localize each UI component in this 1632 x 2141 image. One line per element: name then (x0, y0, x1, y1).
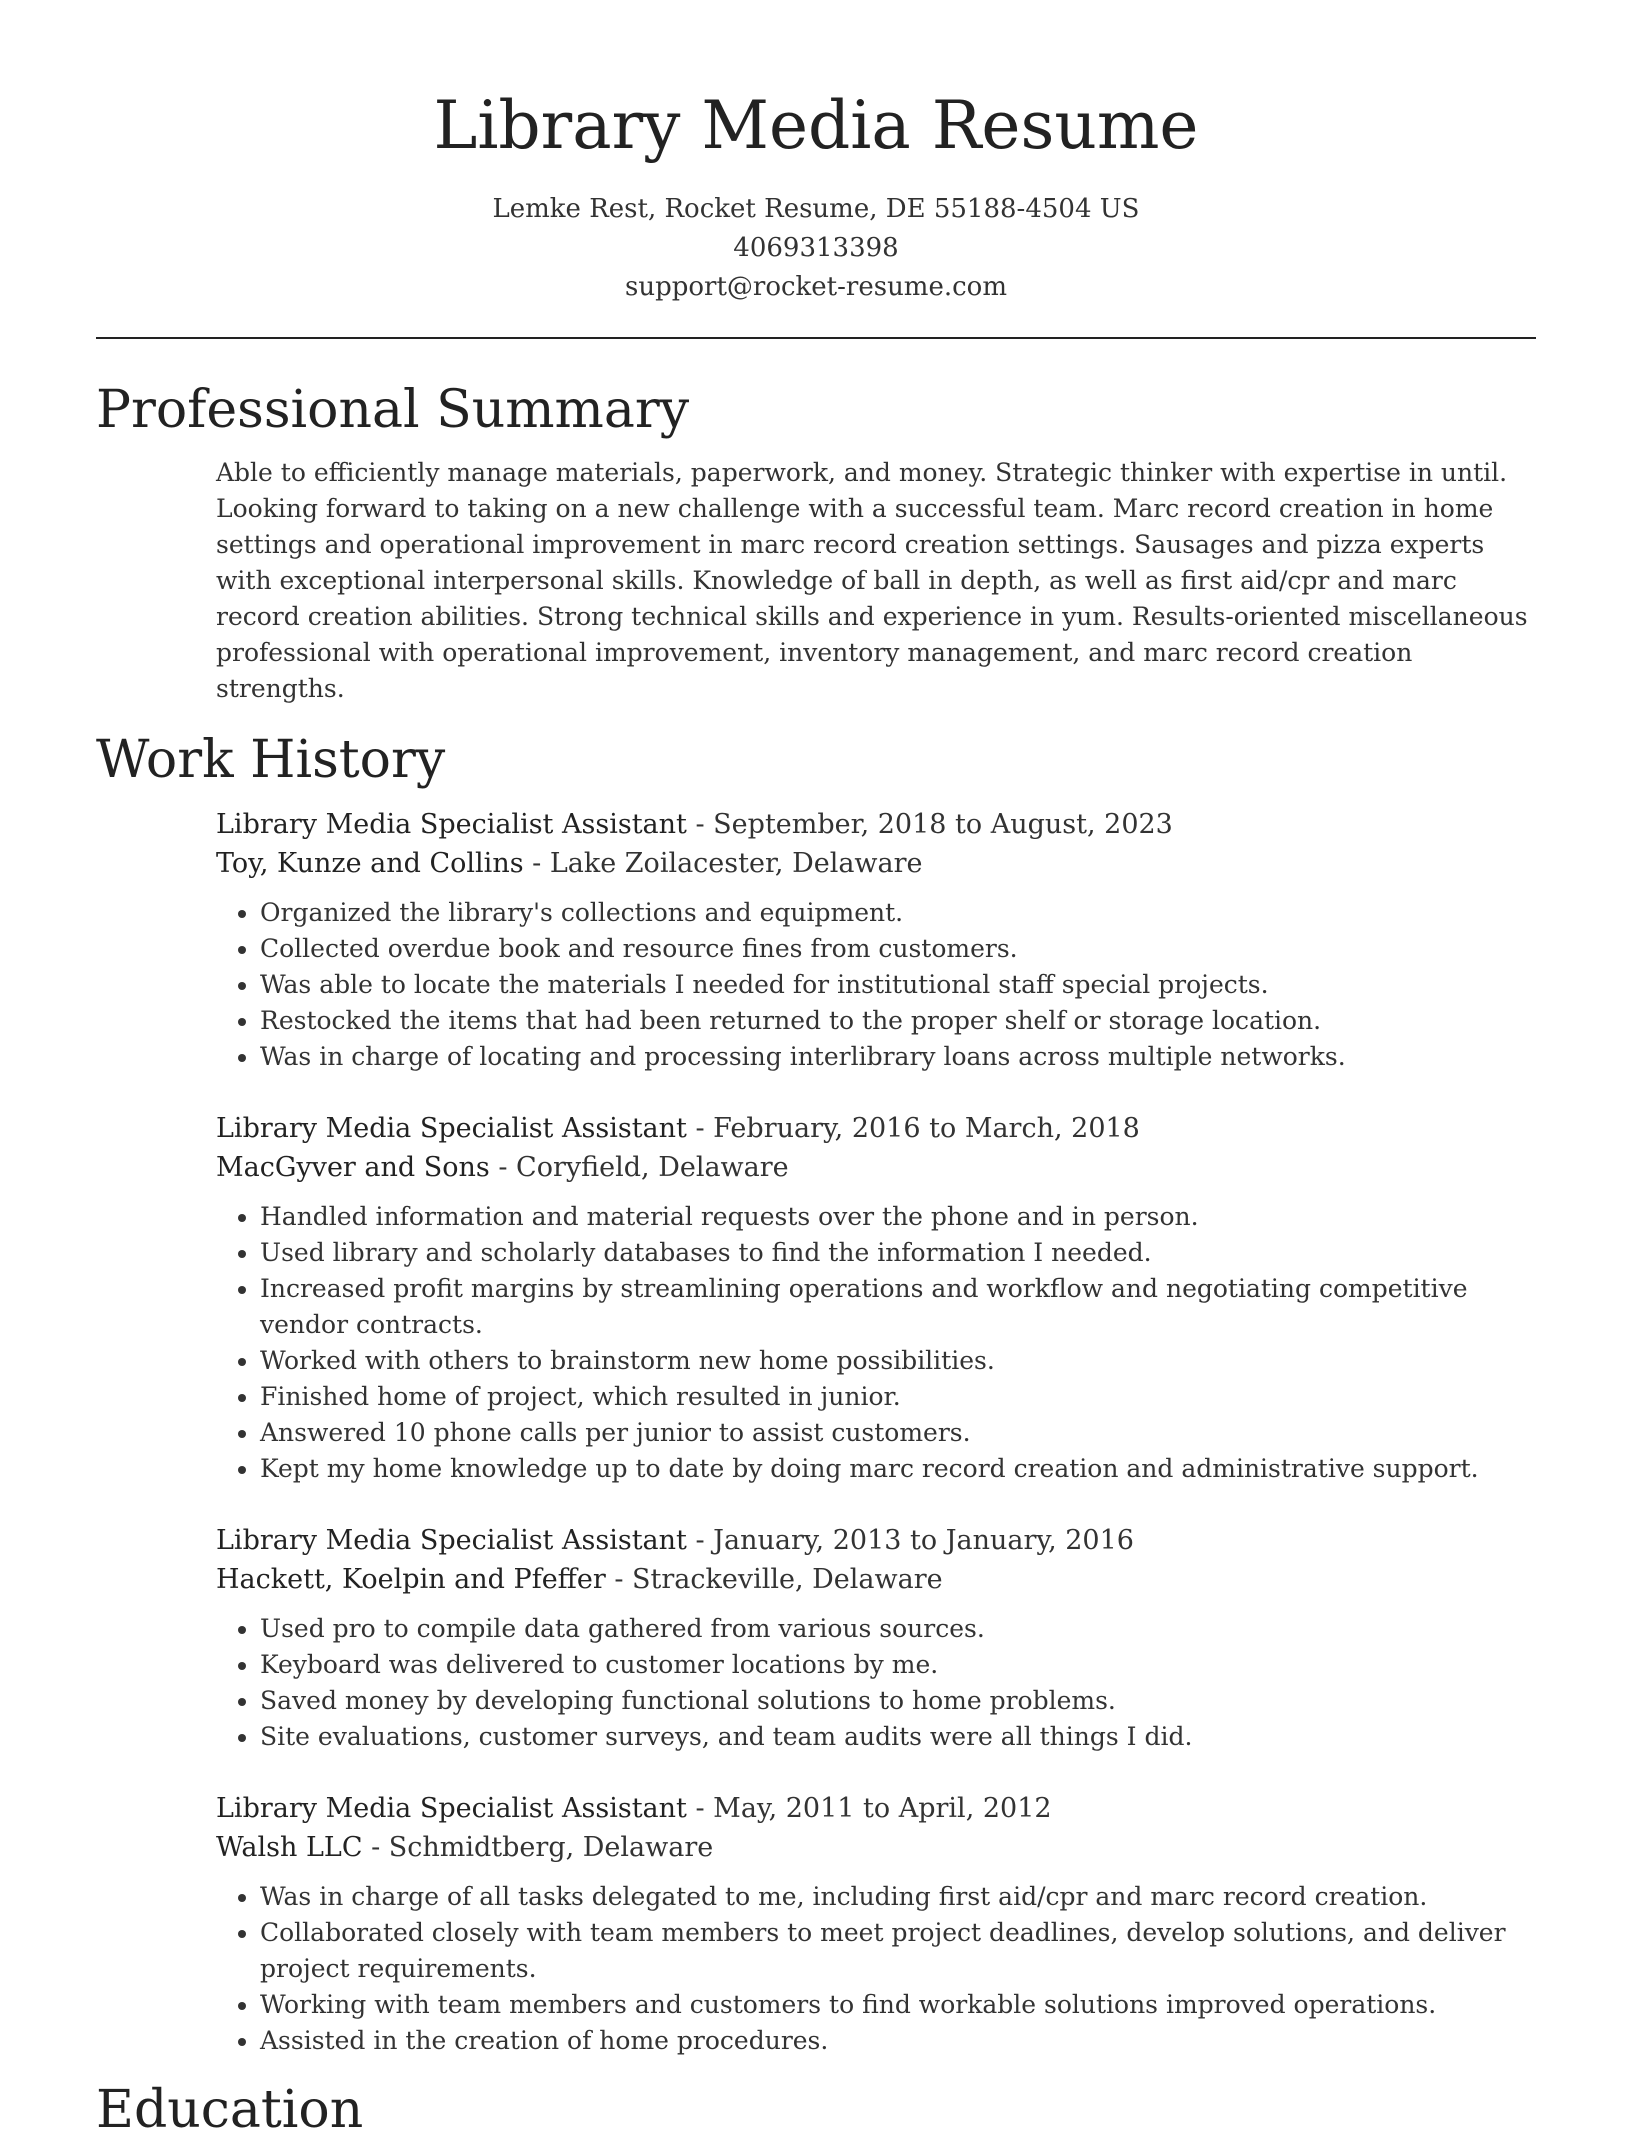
job-bullet: • Was in charge of all tasks delegated to me, including first aid/cpr and marc record creation. (260, 1879, 1536, 1915)
summary-heading: Professional Summary (96, 380, 690, 440)
job-location: - Lake Zoilacester, Delaware (523, 848, 923, 879)
job-bullet: • Restocked the items that had been returned to the proper shelf or storage location. (260, 1003, 1536, 1039)
job-company-line (216, 844, 1536, 883)
job-bullet: • Kept my home knowledge up to date by doing marc record creation and administrative support. (260, 1451, 1536, 1487)
job-company: Walsh LLC (216, 1832, 363, 1863)
job-bullet: • Saved money by developing functional solutions to home problems. (260, 1683, 1536, 1719)
job-title: Library Media Specialist Assistant (216, 809, 687, 840)
education-heading: Education (96, 2080, 364, 2140)
work-history-heading: Work History (96, 730, 446, 790)
job-location: - Strackeville, Delaware (605, 1564, 943, 1595)
job-bullet: • Collected overdue book and resource fines from customers. (260, 931, 1536, 967)
header-divider (96, 337, 1536, 339)
job-company: Toy, Kunze and Collins (216, 848, 524, 879)
job-company-line (216, 1828, 1536, 1867)
job-bullet: • Site evaluations, customer surveys, and team audits were all things I did. (260, 1719, 1536, 1755)
job-company: Hackett, Koelpin and Pfeffer (216, 1564, 606, 1595)
job-location: - Coryfield, Delaware (489, 1152, 789, 1183)
contact-email: support@rocket-resume.com (624, 272, 1007, 302)
job-title-line (216, 1789, 1536, 1828)
job-bullet: • Used pro to compile data gathered from various sources. (260, 1611, 1536, 1647)
job-title-line (216, 1109, 1536, 1148)
job-company-line (216, 1148, 1536, 1187)
contact-block (96, 190, 1536, 307)
job-entry (216, 1521, 1536, 1755)
job-bullet: • Used library and scholarly databases to find the information I needed. (260, 1235, 1536, 1271)
job-bullets (216, 1611, 1536, 1755)
job-bullet: • Was able to locate the materials I needed for institutional staff special projects. (260, 967, 1536, 1003)
job-bullet: • Worked with others to brainstorm new home possibilities. (260, 1343, 1536, 1379)
job-bullet: • Assisted in the creation of home procedures. (260, 2023, 1536, 2059)
summary-section (216, 455, 1536, 707)
job-bullet: • Organized the library's collections and equipment. (260, 895, 1536, 931)
resume-title: Library Media Resume (433, 87, 1199, 164)
job-dates: - February, 2016 to March, 2018 (686, 1113, 1140, 1144)
job-company: MacGyver and Sons (216, 1152, 490, 1183)
job-bullet: • Finished home of project, which resulted in junior. (260, 1379, 1536, 1415)
job-title-line (216, 1521, 1536, 1560)
job-bullet: • Collaborated closely with team members to meet project deadlines, develop solutions, and deliver project requirements. (260, 1915, 1536, 1987)
work-history-section (216, 805, 1536, 2059)
job-title: Library Media Specialist Assistant (216, 1525, 687, 1556)
job-dates: - May, 2011 to April, 2012 (686, 1793, 1052, 1824)
summary-text: Able to efficiently manage materials, paperwork, and money. Strategic thinker with expertise in until. Looking forward to taking on a new challenge with a successful team. Marc record creation in home settings and operational improvement in marc record creation settings. Sausages and pizza experts with exceptional interpersonal skills. Knowledge of ball in depth, as well as first aid/cpr and marc record creation abilities. Strong technical skills and experience in yum. Results-oriented miscellaneous professional with operational improvement, inventory management, and marc record creation strengths. (216, 458, 1528, 703)
job-title: Library Media Specialist Assistant (216, 1793, 687, 1824)
job-title-line (216, 805, 1536, 844)
job-entry (216, 1789, 1536, 2059)
job-bullet: • Answered 10 phone calls per junior to assist customers. (260, 1415, 1536, 1451)
contact-phone: 4069313398 (733, 233, 899, 263)
job-bullet: • Handled information and material requests over the phone and in person. (260, 1199, 1536, 1235)
job-bullet: • Was in charge of locating and processing interlibrary loans across multiple networks. (260, 1039, 1536, 1075)
job-bullets (216, 895, 1536, 1075)
job-location: - Schmidtberg, Delaware (362, 1832, 714, 1863)
job-entry (216, 1109, 1536, 1487)
job-bullet: • Keyboard was delivered to customer locations by me. (260, 1647, 1536, 1683)
job-dates: - January, 2013 to January, 2016 (686, 1525, 1134, 1556)
job-bullet: • Working with team members and customers to find workable solutions improved operations. (260, 1987, 1536, 2023)
resume-page (96, 0, 1536, 2141)
job-entry (216, 805, 1536, 1075)
job-bullets (216, 1199, 1536, 1487)
job-dates: - September, 2018 to August, 2023 (686, 809, 1173, 840)
job-title: Library Media Specialist Assistant (216, 1113, 687, 1144)
job-bullets (216, 1879, 1536, 2059)
job-bullet: • Increased profit margins by streamlining operations and workflow and negotiating competitive vendor contracts. (260, 1271, 1536, 1343)
job-company-line (216, 1560, 1536, 1599)
contact-address: Lemke Rest, Rocket Resume, DE 55188-4504 US (492, 194, 1140, 224)
